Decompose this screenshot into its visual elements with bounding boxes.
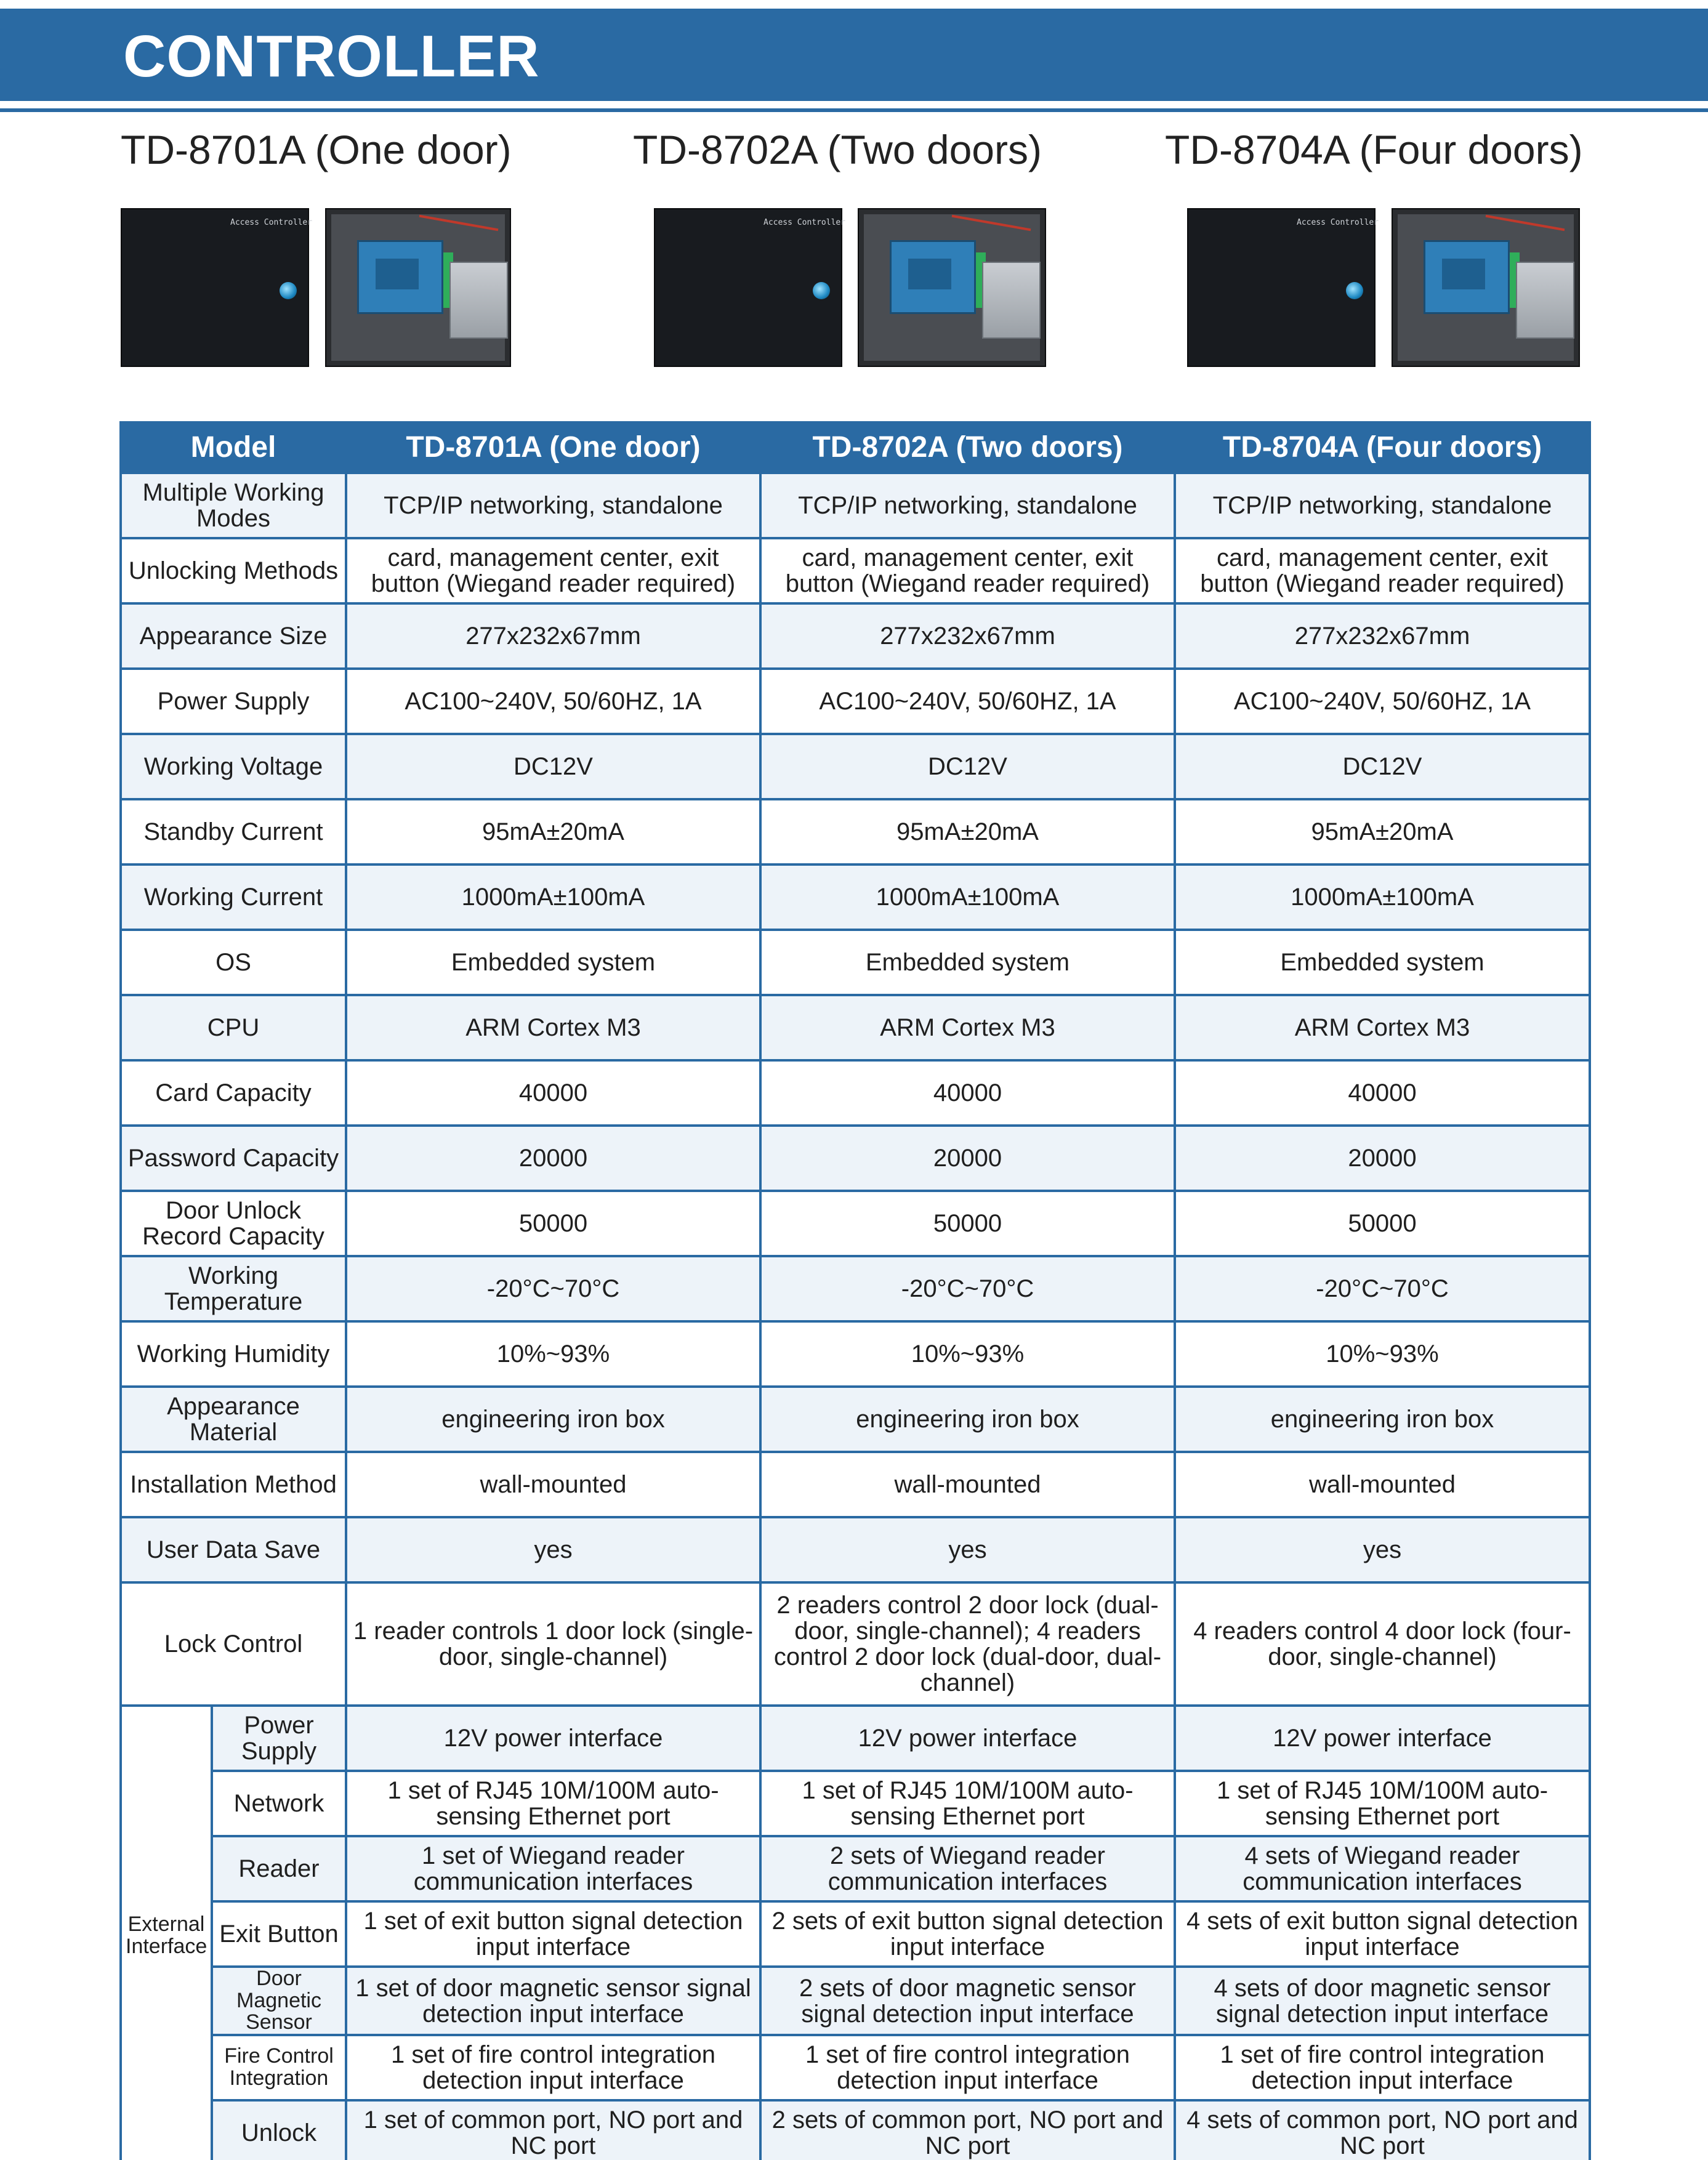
page-title: CONTROLLER <box>123 23 540 89</box>
model-heading-two-doors: TD-8702A (Two doors) <box>633 127 1042 172</box>
cell-four-doors: 4 readers control 4 door lock (four-door, single-channel) <box>1175 1582 1590 1706</box>
cell-four-doors: AC100~240V, 50/60HZ, 1A <box>1175 669 1590 734</box>
table-row <box>121 603 1590 669</box>
row-label: Working Humidity <box>121 1321 346 1387</box>
cell-four-doors: 4 sets of Wiegand reader communication interfaces <box>1175 1836 1590 1901</box>
product-photo-closed-four-doors <box>1187 208 1379 367</box>
cell-two-doors: 95mA±20mA <box>760 799 1175 864</box>
status-led-icon <box>813 282 830 299</box>
cell-two-doors: 2 sets of common port, NO port and NC port <box>760 2100 1175 2160</box>
table-row <box>121 1901 1590 1967</box>
row-label: Appearance Material <box>121 1387 346 1452</box>
cell-two-doors: yes <box>760 1517 1175 1582</box>
table-row <box>121 669 1590 734</box>
banner-divider <box>0 108 1708 112</box>
row-sublabel: Fire Control Integration <box>212 2035 346 2100</box>
cell-four-doors: TCP/IP networking, standalone <box>1175 473 1590 538</box>
table-row <box>121 1191 1590 1256</box>
table-row <box>121 2035 1590 2100</box>
row-label: Lock Control <box>121 1582 346 1706</box>
row-label: Working Current <box>121 864 346 930</box>
row-label: Appearance Size <box>121 603 346 669</box>
cell-two-doors: AC100~240V, 50/60HZ, 1A <box>760 669 1175 734</box>
table-row <box>121 1582 1590 1706</box>
cell-four-doors: ARM Cortex M3 <box>1175 995 1590 1060</box>
spec-table <box>119 421 1591 2160</box>
cell-four-doors: 4 sets of door magnetic sensor signal detection input interface <box>1175 1967 1590 2035</box>
cell-four-doors: 40000 <box>1175 1060 1590 1126</box>
row-label: Password Capacity <box>121 1126 346 1191</box>
external-interface-group-label: External Interface <box>121 1706 212 2160</box>
cell-four-doors: 50000 <box>1175 1191 1590 1256</box>
product-photo-open-one-door <box>325 208 511 367</box>
title-banner <box>0 9 1708 101</box>
cell-one-door: 277x232x67mm <box>346 603 760 669</box>
table-row <box>121 1771 1590 1836</box>
cell-one-door: card, management center, exit button (Wiegand reader required) <box>346 538 760 603</box>
cell-two-doors: 2 sets of door magnetic sensor signal detection input interface <box>760 1967 1175 2035</box>
row-label: Working Temperature <box>121 1256 346 1321</box>
cell-one-door: DC12V <box>346 734 760 799</box>
row-sublabel: Door Magnetic Sensor <box>212 1967 346 2035</box>
cell-one-door: ARM Cortex M3 <box>346 995 760 1060</box>
cell-one-door: 50000 <box>346 1191 760 1256</box>
table-header-row <box>121 422 1590 473</box>
cell-one-door: Embedded system <box>346 930 760 995</box>
table-row <box>121 538 1590 603</box>
row-label: Door Unlock Record Capacity <box>121 1191 346 1256</box>
cell-four-doors: 277x232x67mm <box>1175 603 1590 669</box>
table-row <box>121 1452 1590 1517</box>
header-two-doors: TD-8702A (Two doors) <box>760 422 1175 473</box>
table-row <box>121 1126 1590 1191</box>
cell-one-door: yes <box>346 1517 760 1582</box>
cell-one-door: 10%~93% <box>346 1321 760 1387</box>
cell-two-doors: 40000 <box>760 1060 1175 1126</box>
cell-one-door: 40000 <box>346 1060 760 1126</box>
row-label: Standby Current <box>121 799 346 864</box>
cell-two-doors: 12V power interface <box>760 1706 1175 1771</box>
cell-one-door: 1 set of common port, NO port and NC port <box>346 2100 760 2160</box>
status-led-icon <box>280 282 297 299</box>
cell-one-door: 95mA±20mA <box>346 799 760 864</box>
cell-four-doors: 1 set of RJ45 10M/100M auto-sensing Ethernet port <box>1175 1771 1590 1836</box>
cell-one-door: AC100~240V, 50/60HZ, 1A <box>346 669 760 734</box>
cell-two-doors: TCP/IP networking, standalone <box>760 473 1175 538</box>
header-one-door: TD-8701A (One door) <box>346 422 760 473</box>
product-photo-open-two-doors <box>858 208 1046 367</box>
row-label: OS <box>121 930 346 995</box>
cell-four-doors: 10%~93% <box>1175 1321 1590 1387</box>
cell-four-doors: 95mA±20mA <box>1175 799 1590 864</box>
cell-one-door: 1 reader controls 1 door lock (single-door, single-channel) <box>346 1582 760 1706</box>
cell-one-door: 1 set of Wiegand reader communication interfaces <box>346 1836 760 1901</box>
cell-four-doors: DC12V <box>1175 734 1590 799</box>
row-label: Multiple Working Modes <box>121 473 346 538</box>
cell-four-doors: wall-mounted <box>1175 1452 1590 1517</box>
table-row <box>121 2100 1590 2160</box>
row-label: Unlocking Methods <box>121 538 346 603</box>
table-row <box>121 473 1590 538</box>
product-photo-closed-one-door <box>121 208 313 367</box>
cell-two-doors: engineering iron box <box>760 1387 1175 1452</box>
table-row <box>121 799 1590 864</box>
row-label: Card Capacity <box>121 1060 346 1126</box>
cell-four-doors: 1 set of fire control integration detection input interface <box>1175 2035 1590 2100</box>
cell-two-doors: 277x232x67mm <box>760 603 1175 669</box>
cell-two-doors: -20°C~70°C <box>760 1256 1175 1321</box>
cell-two-doors: card, management center, exit button (Wiegand reader required) <box>760 538 1175 603</box>
model-heading-one-door: TD-8701A (One door) <box>121 127 512 172</box>
product-photo-open-four-doors <box>1392 208 1580 367</box>
cell-four-doors: card, management center, exit button (Wiegand reader required) <box>1175 538 1590 603</box>
table-row <box>121 1387 1590 1452</box>
cell-one-door: 20000 <box>346 1126 760 1191</box>
row-label: Power Supply <box>121 669 346 734</box>
cell-two-doors: 50000 <box>760 1191 1175 1256</box>
cell-two-doors: 2 readers control 2 door lock (dual-door, single-channel); 4 readers control 2 door lock (dual-door, dual-channel) <box>760 1582 1175 1706</box>
cell-two-doors: 20000 <box>760 1126 1175 1191</box>
table-row <box>121 1706 1590 1771</box>
cell-four-doors: -20°C~70°C <box>1175 1256 1590 1321</box>
table-row <box>121 1517 1590 1582</box>
cell-two-doors: 1 set of fire control integration detection input interface <box>760 2035 1175 2100</box>
cell-two-doors: DC12V <box>760 734 1175 799</box>
table-row <box>121 864 1590 930</box>
cell-four-doors: 4 sets of common port, NO port and NC port <box>1175 2100 1590 2160</box>
cell-one-door: -20°C~70°C <box>346 1256 760 1321</box>
cell-one-door: 1000mA±100mA <box>346 864 760 930</box>
product-photo-closed-two-doors <box>654 208 846 367</box>
row-sublabel: Network <box>212 1771 346 1836</box>
cell-two-doors: wall-mounted <box>760 1452 1175 1517</box>
model-heading-four-doors: TD-8704A (Four doors) <box>1165 127 1583 172</box>
cell-one-door: 1 set of RJ45 10M/100M auto-sensing Ethernet port <box>346 1771 760 1836</box>
cell-four-doors: 12V power interface <box>1175 1706 1590 1771</box>
cover-caption: Access Controller <box>763 218 846 227</box>
cover-caption: Access Controller <box>1297 218 1379 227</box>
row-label: Working Voltage <box>121 734 346 799</box>
table-row <box>121 1836 1590 1901</box>
cell-four-doors: 1000mA±100mA <box>1175 864 1590 930</box>
table-row <box>121 930 1590 995</box>
cell-one-door: 1 set of fire control integration detection input interface <box>346 2035 760 2100</box>
cover-caption: Access Controller <box>230 218 313 227</box>
row-sublabel: Exit Button <box>212 1901 346 1967</box>
cell-four-doors: 4 sets of exit button signal detection input interface <box>1175 1901 1590 1967</box>
row-label: Installation Method <box>121 1452 346 1517</box>
cell-four-doors: Embedded system <box>1175 930 1590 995</box>
cell-two-doors: ARM Cortex M3 <box>760 995 1175 1060</box>
cell-one-door: 1 set of door magnetic sensor signal detection input interface <box>346 1967 760 2035</box>
cell-four-doors: 20000 <box>1175 1126 1590 1191</box>
table-row <box>121 1060 1590 1126</box>
row-sublabel: Reader <box>212 1836 346 1901</box>
header-model: Model <box>121 422 346 473</box>
cell-one-door: 12V power interface <box>346 1706 760 1771</box>
cell-two-doors: 2 sets of exit button signal detection input interface <box>760 1901 1175 1967</box>
header-four-doors: TD-8704A (Four doors) <box>1175 422 1590 473</box>
row-label: CPU <box>121 995 346 1060</box>
cell-one-door: wall-mounted <box>346 1452 760 1517</box>
cell-two-doors: 1 set of RJ45 10M/100M auto-sensing Ethernet port <box>760 1771 1175 1836</box>
table-row <box>121 734 1590 799</box>
cell-two-doors: 1000mA±100mA <box>760 864 1175 930</box>
row-sublabel: Unlock <box>212 2100 346 2160</box>
cell-one-door: 1 set of exit button signal detection input interface <box>346 1901 760 1967</box>
cell-four-doors: yes <box>1175 1517 1590 1582</box>
cell-two-doors: Embedded system <box>760 930 1175 995</box>
cell-one-door: engineering iron box <box>346 1387 760 1452</box>
table-row <box>121 995 1590 1060</box>
cell-two-doors: 2 sets of Wiegand reader communication interfaces <box>760 1836 1175 1901</box>
row-sublabel: Power Supply <box>212 1706 346 1771</box>
table-row <box>121 1321 1590 1387</box>
cell-four-doors: engineering iron box <box>1175 1387 1590 1452</box>
cell-one-door: TCP/IP networking, standalone <box>346 473 760 538</box>
row-label: User Data Save <box>121 1517 346 1582</box>
status-led-icon <box>1346 282 1363 299</box>
table-row <box>121 1256 1590 1321</box>
table-row <box>121 1967 1590 2035</box>
cell-two-doors: 10%~93% <box>760 1321 1175 1387</box>
